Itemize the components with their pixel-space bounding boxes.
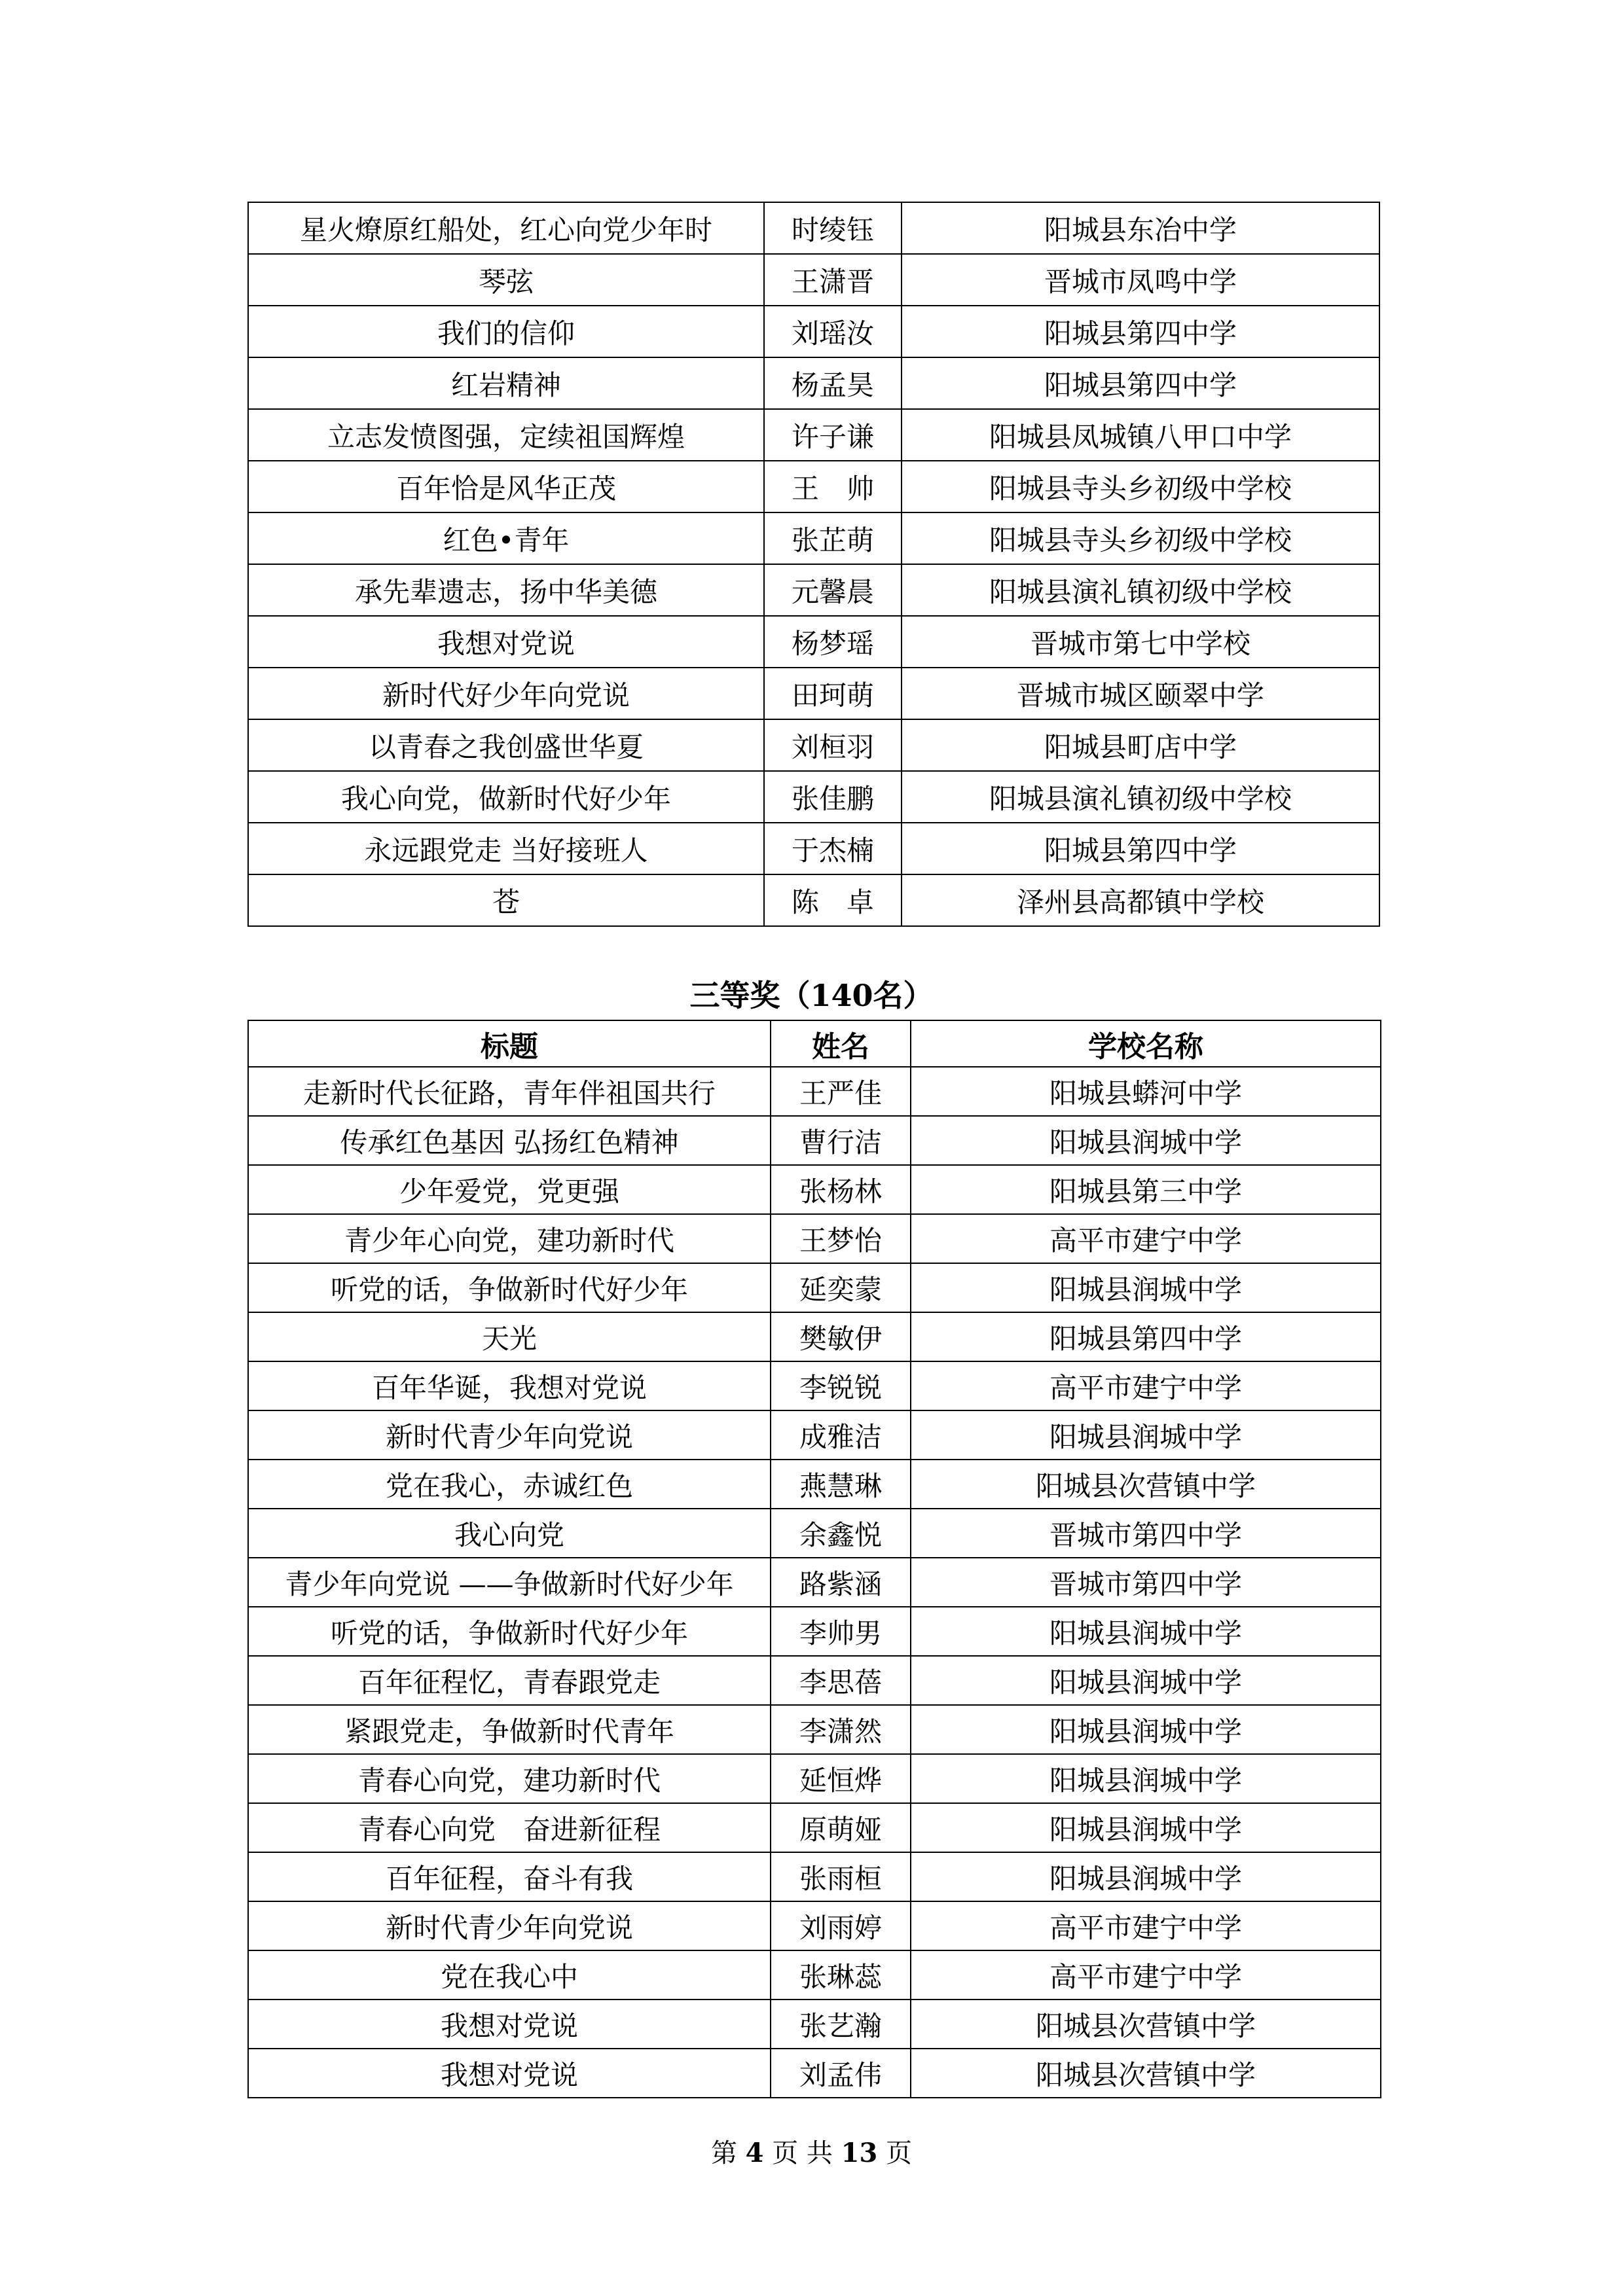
table-row: [248, 771, 1379, 823]
cell-school: 阳城县润城中学: [911, 1607, 1381, 1656]
cell-title: 永远跟党走 当好接班人: [248, 823, 764, 874]
cell-title: 少年爱党，党更强: [248, 1165, 771, 1214]
table-row: [248, 1509, 1381, 1558]
cell-title: 琴弦: [248, 254, 764, 306]
page-total: 13: [841, 2138, 878, 2168]
table-row: [248, 1852, 1381, 1901]
cell-name: 张芷萌: [764, 512, 902, 564]
cell-title: 青春心向党 奋进新征程: [248, 1803, 771, 1852]
cell-title: 百年征程忆，青春跟党走: [248, 1656, 771, 1705]
cell-school: 阳城县润城中学: [911, 1116, 1381, 1165]
cell-name: 燕慧琳: [771, 1460, 911, 1509]
table-row: [248, 874, 1379, 926]
cell-title: 传承红色基因 弘扬红色精神: [248, 1116, 771, 1165]
table-row: [248, 1460, 1381, 1509]
table-row: [248, 1607, 1381, 1656]
table-header-row: [248, 1020, 1381, 1067]
cell-school: 阳城县次营镇中学: [911, 2049, 1381, 2098]
cell-school: 阳城县第四中学: [902, 823, 1379, 874]
column-header-title: 标题: [248, 1020, 771, 1067]
cell-title: 党在我心，赤诚红色: [248, 1460, 771, 1509]
cell-title: 我想对党说: [248, 616, 764, 668]
cell-name: 元馨晨: [764, 564, 902, 616]
cell-title: 承先辈遗志，扬中华美德: [248, 564, 764, 616]
cell-name: 王梦怡: [771, 1214, 911, 1263]
cell-title: 我心向党，做新时代好少年: [248, 771, 764, 823]
cell-name: 成雅洁: [771, 1410, 911, 1460]
cell-name: 樊敏伊: [771, 1312, 911, 1361]
cell-title: 新时代好少年向党说: [248, 668, 764, 719]
cell-title: 星火燎原红船处，红心向党少年时: [248, 202, 764, 254]
table-row: [248, 719, 1379, 771]
table-row: [248, 1165, 1381, 1214]
third-prize-table: [247, 1020, 1381, 2098]
cell-school: 晋城市第七中学校: [902, 616, 1379, 668]
table-row: [248, 1901, 1381, 1950]
cell-title: 新时代青少年向党说: [248, 1410, 771, 1460]
cell-title: 青少年心向党，建功新时代: [248, 1214, 771, 1263]
table-row: [248, 1656, 1381, 1705]
cell-school: 阳城县润城中学: [911, 1754, 1381, 1803]
cell-school: 晋城市第四中学: [911, 1509, 1381, 1558]
cell-name: 原萌娅: [771, 1803, 911, 1852]
third-prize-heading: 三等奖（140名）: [689, 978, 934, 1013]
cell-school: 阳城县第三中学: [911, 1165, 1381, 1214]
cell-name: 张艺瀚: [771, 2000, 911, 2049]
table-row: [248, 512, 1379, 564]
cell-title: 我想对党说: [248, 2000, 771, 2049]
cell-title: 青春心向党，建功新时代: [248, 1754, 771, 1803]
table-row: [248, 616, 1379, 668]
cell-school: 阳城县次营镇中学: [911, 1460, 1381, 1509]
cell-school: 高平市建宁中学: [911, 1950, 1381, 2000]
table-row: [248, 2049, 1381, 2098]
cell-name: 时绫钰: [764, 202, 902, 254]
footer-suffix: 页: [886, 2138, 913, 2168]
table-row: [248, 668, 1379, 719]
cell-title: 我们的信仰: [248, 306, 764, 357]
cell-name: 李思蓓: [771, 1656, 911, 1705]
cell-school: 高平市建宁中学: [911, 1361, 1381, 1410]
cell-name: 李锐锐: [771, 1361, 911, 1410]
cell-name: 余鑫悦: [771, 1509, 911, 1558]
cell-title: 走新时代长征路，青年伴祖国共行: [248, 1067, 771, 1116]
cell-name: 路紫涵: [771, 1558, 911, 1607]
cell-name: 刘孟伟: [771, 2049, 911, 2098]
cell-title: 听党的话，争做新时代好少年: [248, 1263, 771, 1312]
cell-school: 阳城县演礼镇初级中学校: [902, 771, 1379, 823]
column-header-school: 学校名称: [911, 1020, 1381, 1067]
cell-title: 百年征程，奋斗有我: [248, 1852, 771, 1901]
table-row: [248, 306, 1379, 357]
cell-name: 刘瑶汝: [764, 306, 902, 357]
cell-name: 王 帅: [764, 461, 902, 512]
cell-title: 红岩精神: [248, 357, 764, 409]
cell-name: 王潇晋: [764, 254, 902, 306]
cell-title: 立志发愤图强，定续祖国辉煌: [248, 409, 764, 461]
cell-school: 阳城县演礼镇初级中学校: [902, 564, 1379, 616]
cell-title: 我想对党说: [248, 2049, 771, 2098]
table-row: [248, 1754, 1381, 1803]
cell-name: 杨梦瑶: [764, 616, 902, 668]
table-row: [248, 461, 1379, 512]
table-row: [248, 1116, 1381, 1165]
cell-name: 张雨桓: [771, 1852, 911, 1901]
cell-title: 我心向党: [248, 1509, 771, 1558]
cell-name: 张琳蕊: [771, 1950, 911, 2000]
table-row: [248, 1803, 1381, 1852]
cell-school: 阳城县东冶中学: [902, 202, 1379, 254]
table-row: [248, 1558, 1381, 1607]
cell-school: 泽州县高都镇中学校: [902, 874, 1379, 926]
cell-name: 张杨林: [771, 1165, 911, 1214]
column-header-name: 姓名: [771, 1020, 911, 1067]
third-prize-table-body: [248, 1067, 1381, 2098]
cell-name: 李潇然: [771, 1705, 911, 1754]
table-row: [248, 409, 1379, 461]
cell-school: 阳城县第四中学: [902, 306, 1379, 357]
table-row: [248, 1950, 1381, 2000]
cell-school: 阳城县凤城镇八甲口中学: [902, 409, 1379, 461]
table-row: [248, 1263, 1381, 1312]
table-row: [248, 1705, 1381, 1754]
table-row: [248, 823, 1379, 874]
cell-school: 晋城市第四中学: [911, 1558, 1381, 1607]
cell-school: 阳城县润城中学: [911, 1656, 1381, 1705]
cell-school: 阳城县第四中学: [902, 357, 1379, 409]
footer-middle: 页 共: [772, 2138, 833, 2168]
cell-title: 紧跟党走，争做新时代青年: [248, 1705, 771, 1754]
cell-school: 阳城县润城中学: [911, 1263, 1381, 1312]
cell-title: 红色•青年: [248, 512, 764, 564]
cell-title: 百年恰是风华正茂: [248, 461, 764, 512]
table-row: [248, 1361, 1381, 1410]
cell-title: 百年华诞，我想对党说: [248, 1361, 771, 1410]
table-row: [248, 202, 1379, 254]
cell-name: 曹行洁: [771, 1116, 911, 1165]
cell-school: 阳城县寺头乡初级中学校: [902, 461, 1379, 512]
award-table-body: [248, 202, 1379, 926]
cell-name: 陈 卓: [764, 874, 902, 926]
table-row: [248, 1312, 1381, 1361]
cell-school: 高平市建宁中学: [911, 1901, 1381, 1950]
cell-title: 苍: [248, 874, 764, 926]
table-row: [248, 254, 1379, 306]
cell-school: 阳城县第四中学: [911, 1312, 1381, 1361]
table-row: [248, 357, 1379, 409]
table-row: [248, 1067, 1381, 1116]
award-table-continued: [247, 202, 1380, 927]
cell-name: 延奕蒙: [771, 1263, 911, 1312]
cell-school: 阳城县润城中学: [911, 1803, 1381, 1852]
cell-name: 田珂萌: [764, 668, 902, 719]
cell-title: 党在我心中: [248, 1950, 771, 2000]
table-row: [248, 1410, 1381, 1460]
cell-school: 阳城县润城中学: [911, 1705, 1381, 1754]
cell-name: 许子谦: [764, 409, 902, 461]
cell-name: 刘雨婷: [771, 1901, 911, 1950]
page-number: 4: [745, 2138, 764, 2168]
cell-title: 天光: [248, 1312, 771, 1361]
cell-name: 张佳鹏: [764, 771, 902, 823]
table-row: [248, 564, 1379, 616]
cell-name: 刘桓羽: [764, 719, 902, 771]
table-row: [248, 2000, 1381, 2049]
cell-title: 以青春之我创盛世华夏: [248, 719, 764, 771]
cell-title: 青少年向党说 ——争做新时代好少年: [248, 1558, 771, 1607]
cell-school: 晋城市城区颐翠中学: [902, 668, 1379, 719]
cell-name: 杨孟昊: [764, 357, 902, 409]
page-footer: [0, 2135, 1623, 2172]
cell-title: 新时代青少年向党说: [248, 1901, 771, 1950]
cell-name: 延恒烨: [771, 1754, 911, 1803]
cell-title: 听党的话，争做新时代好少年: [248, 1607, 771, 1656]
cell-school: 高平市建宁中学: [911, 1214, 1381, 1263]
cell-school: 阳城县次营镇中学: [911, 2000, 1381, 2049]
cell-school: 阳城县蟒河中学: [911, 1067, 1381, 1116]
cell-school: 阳城县寺头乡初级中学校: [902, 512, 1379, 564]
cell-school: 阳城县润城中学: [911, 1410, 1381, 1460]
cell-name: 王严佳: [771, 1067, 911, 1116]
cell-school: 晋城市凤鸣中学: [902, 254, 1379, 306]
cell-school: 阳城县润城中学: [911, 1852, 1381, 1901]
footer-prefix: 第: [710, 2138, 737, 2168]
cell-school: 阳城县町店中学: [902, 719, 1379, 771]
cell-name: 李帅男: [771, 1607, 911, 1656]
table-row: [248, 1214, 1381, 1263]
cell-name: 于杰楠: [764, 823, 902, 874]
